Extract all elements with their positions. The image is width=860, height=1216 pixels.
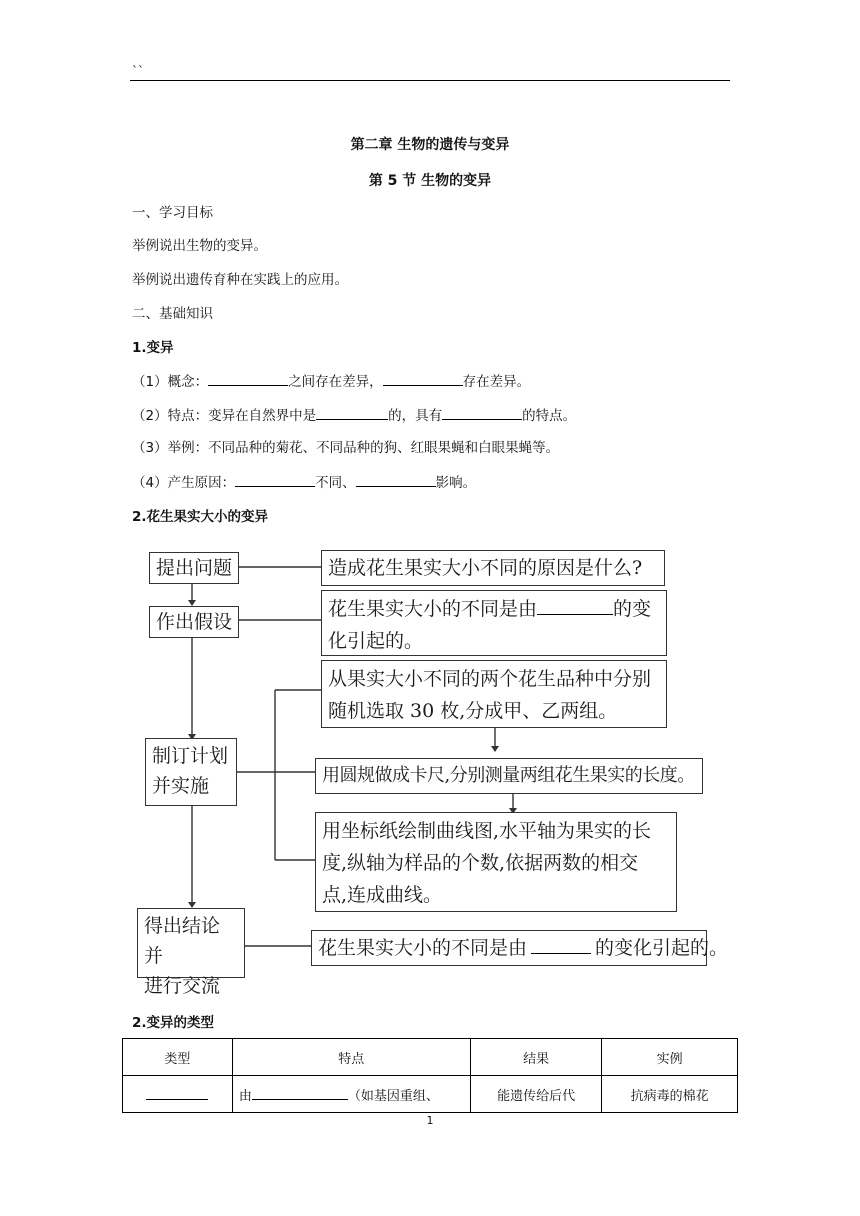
conclude-line-1: 得出结论并 (144, 915, 221, 967)
hypothesis-line-1 (328, 593, 660, 625)
fill-blank[interactable] (537, 596, 613, 615)
fill-blank[interactable] (316, 405, 388, 420)
conclude-line-2: 进行交流 (144, 975, 221, 997)
part1-title: 1.变异 (132, 340, 174, 356)
header-feature: 特点 (232, 1039, 470, 1076)
plan-step-3-box (315, 812, 677, 912)
conclusion-suffix: 的变化引起的。 (595, 937, 729, 959)
plan-step-1-line-1: 从果实大小不同的两个花生品种中分别 (328, 668, 652, 690)
header-example: 实例 (602, 1039, 738, 1076)
step-make-hypothesis: 作出假设 (149, 606, 239, 638)
step-plan-execute (145, 738, 237, 806)
hypothesis-line-2: 化引起的。 (328, 630, 424, 652)
plan-line-2: 并实施 (152, 775, 210, 797)
fill-blank[interactable] (383, 371, 463, 386)
plan-step-1-line-2: 随机选取 30 枚,分成甲、乙两组。 (328, 700, 618, 722)
cause-end: 影响。 (435, 475, 477, 491)
cause-prefix: （4）产生原因： (132, 475, 236, 491)
plan-step-3-line-2: 度,纵轴为样品的个数,依据两数的相交 (322, 852, 639, 874)
feature-cell-prefix: 由 (238, 1088, 252, 1104)
goal-1: 举例说出生物的变异。 (132, 238, 267, 254)
plan-step-2-box: 用圆规做成卡尺,分别测量两组花生果实的长度。 (315, 758, 703, 794)
fill-blank[interactable] (531, 935, 591, 954)
cause-mid: 不同、 (315, 475, 356, 491)
feature-end: 的特点。 (522, 408, 577, 424)
step-ask-question: 提出问题 (149, 552, 239, 584)
table-header-row (123, 1039, 738, 1076)
header-type: 类型 (123, 1039, 233, 1076)
part2-title: 2.花生果实大小的变异 (132, 509, 269, 525)
fill-blank[interactable] (356, 472, 436, 487)
example-line: （3）举例：不同品种的菊花、不同品种的狗、红眼果蝇和白眼果蝇等。 (132, 440, 560, 456)
table-row (123, 1076, 738, 1113)
concept-prefix: （1）概念： (132, 374, 209, 390)
cause-line (132, 472, 476, 493)
fill-blank[interactable] (252, 1085, 348, 1100)
page-number: 1 (426, 1114, 434, 1127)
sec2-heading: 二、基础知识 (132, 306, 213, 322)
plan-step-1-box (321, 660, 667, 728)
feature-prefix: （2）特点：变异在自然界中是 (132, 408, 317, 424)
fill-blank[interactable] (442, 405, 522, 420)
cell-type (123, 1076, 233, 1113)
hypothesis-prefix: 花生果实大小的不同是由 (328, 598, 538, 620)
plan-line-1: 制订计划 (152, 745, 229, 767)
sec1-heading: 一、学习目标 (132, 205, 213, 221)
concept-mid: 之间存在差异， (288, 374, 383, 390)
peanut-flowchart (135, 540, 735, 997)
cell-result: 能遗传给后代 (470, 1076, 602, 1113)
concept-end: 存在差异。 (462, 374, 531, 390)
section-title: 第 5 节 生物的变异 (368, 173, 492, 189)
fill-blank[interactable] (208, 371, 288, 386)
hypothesis-suffix: 的变 (613, 598, 652, 620)
header-mark: `` (132, 64, 144, 78)
fill-blank[interactable] (146, 1085, 208, 1100)
chapter-title: 第二章 生物的遗传与变异 (350, 137, 510, 153)
feature-line (132, 405, 576, 426)
concept-line (132, 371, 530, 392)
header-rule (130, 80, 730, 81)
feature-mid: 的，具有 (388, 408, 443, 424)
feature-cell-suffix: （如基因重组、 (347, 1088, 439, 1104)
conclusion-box (311, 930, 729, 966)
fill-blank[interactable] (235, 472, 315, 487)
goal-2: 举例说出遗传育种在实践上的应用。 (132, 272, 348, 288)
cell-example: 抗病毒的棉花 (602, 1076, 738, 1113)
question-box: 造成花生果实大小不同的原因是什么? (321, 550, 665, 586)
step-conclude-communicate (137, 908, 245, 997)
plan-step-3-line-3: 点,连成曲线。 (322, 884, 443, 906)
variation-types-table (122, 1038, 738, 1113)
header-result: 结果 (470, 1039, 602, 1076)
cell-feature (232, 1076, 470, 1113)
conclusion-prefix: 花生果实大小的不同是由 (318, 937, 528, 959)
part3-title: 2.变异的类型 (132, 1015, 215, 1031)
hypothesis-box (321, 590, 667, 656)
plan-step-3-line-1: 用坐标纸绘制曲线图,水平轴为果实的长 (322, 820, 652, 842)
